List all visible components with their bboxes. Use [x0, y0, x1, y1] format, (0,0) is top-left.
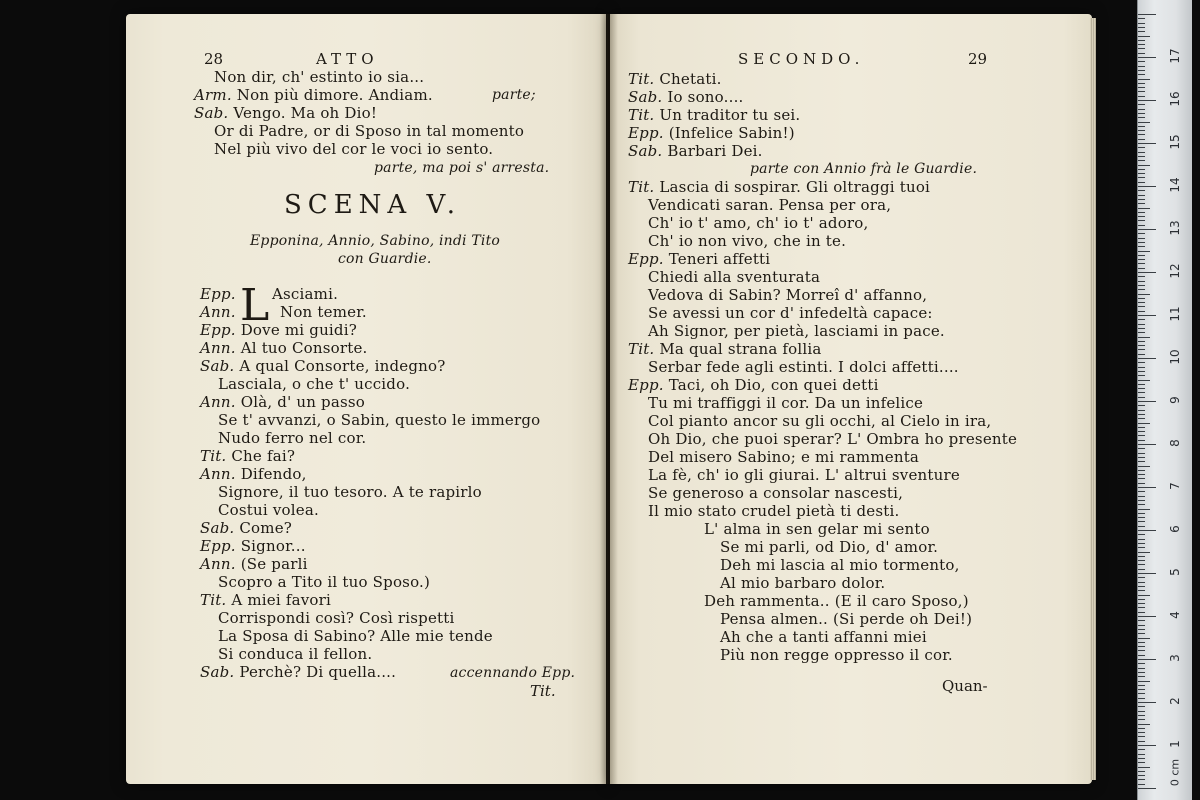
aria-line: Ah che a tanti affanni miei: [720, 628, 927, 646]
ruler-tick: [1138, 259, 1145, 260]
ruler-tick: [1138, 689, 1145, 690]
ruler-tick: [1138, 736, 1145, 737]
dialogue-line: Oh Dio, che puoi sperar? L' Ombra ho presente: [648, 430, 1018, 448]
ruler-tick: [1138, 539, 1145, 540]
ruler-tick: [1138, 779, 1145, 780]
dialogue-line: Sab. A qual Consorte, indegno?: [200, 357, 446, 375]
dialogue-line: Scopro a Tito il tuo Sposo.): [218, 573, 431, 591]
ruler-tick: [1138, 487, 1156, 488]
ruler-label: 12: [1168, 263, 1182, 279]
ruler-tick: [1138, 104, 1145, 105]
ruler-label: 5: [1168, 568, 1182, 576]
ruler-tick: [1138, 607, 1145, 608]
ruler-tick: [1138, 229, 1156, 230]
dialogue-line: Ann. Difendo,: [200, 465, 307, 483]
ruler-tick: [1138, 216, 1145, 217]
ruler-label: 11: [1168, 306, 1182, 322]
ruler-tick: [1138, 156, 1145, 157]
dialogue-line: Si conduca il fellon.: [218, 645, 373, 663]
dialogue-line: Vedova di Sabin? Morreî d' affanno,: [648, 286, 928, 304]
text-line: Nel più vivo del cor le voci io sento.: [214, 140, 494, 158]
dialogue-line: Tit. Un traditor tu sei.: [628, 106, 801, 124]
ruler-tick: [1138, 354, 1145, 355]
ruler-tick: [1138, 109, 1145, 110]
ruler-tick: [1138, 349, 1145, 350]
ruler-tick: [1138, 741, 1145, 742]
dialogue-line: Costui volea.: [218, 501, 319, 519]
ruler-tick: [1138, 509, 1150, 510]
ruler-tick: [1138, 711, 1145, 712]
dialogue-line: Sab. Come?: [200, 519, 293, 537]
ruler-tick: [1138, 706, 1145, 707]
stage-direction: parte;: [492, 87, 536, 103]
ruler-tick: [1138, 302, 1145, 303]
ruler-tick: [1138, 457, 1145, 458]
ruler-tick: [1138, 444, 1156, 445]
ruler-tick: [1138, 702, 1156, 703]
ruler-tick: [1138, 173, 1145, 174]
catchword-left: Tit.: [530, 682, 556, 700]
ruler-tick: [1138, 590, 1145, 591]
drop-cap: L: [240, 280, 270, 331]
text-line: Sab. Vengo. Ma oh Dio!: [194, 104, 378, 122]
ruler-tick: [1138, 758, 1145, 759]
ruler-tick: [1138, 784, 1145, 785]
ruler-tick: [1138, 620, 1145, 621]
dialogue-line: Nudo ferro nel cor.: [218, 429, 367, 447]
ruler-tick: [1138, 401, 1156, 402]
ruler-tick: [1138, 612, 1145, 613]
dialogue-line: Epp. Dove mi guidi?: [200, 321, 357, 339]
ruler-tick: [1138, 139, 1145, 140]
measuring-ruler: [1137, 0, 1192, 800]
ruler-tick: [1138, 358, 1156, 359]
dialogue-line: Non temer.: [280, 303, 367, 321]
ruler-tick: [1138, 113, 1145, 114]
ruler-tick: [1138, 405, 1145, 406]
ruler-tick: [1138, 633, 1145, 634]
ruler-tick: [1138, 337, 1150, 338]
ruler-label: 10: [1168, 349, 1182, 365]
ruler-tick: [1138, 698, 1145, 699]
right-page: [610, 14, 1092, 784]
ruler-tick: [1138, 375, 1145, 376]
left-page: [126, 14, 606, 784]
aria-line: Deh mi lascia al mio tormento,: [720, 556, 960, 574]
dialogue-line: Tit. Lascia di sospirar. Gli oltraggi tuoi: [628, 178, 931, 196]
ruler-tick: [1138, 362, 1145, 363]
ruler-tick: [1138, 36, 1150, 37]
ruler-tick: [1138, 569, 1145, 570]
dialogue-line: Epp. Teneri affetti: [628, 250, 771, 268]
ruler-label: 1: [1168, 740, 1182, 748]
ruler-tick: [1138, 526, 1145, 527]
dialogue-line: Tu mi traffiggi il cor. Da un infelice: [648, 394, 924, 412]
ruler-label: 13: [1168, 220, 1182, 236]
ruler-tick: [1138, 638, 1150, 639]
ruler-label: 2: [1168, 697, 1182, 705]
ruler-tick: [1138, 177, 1145, 178]
ruler-tick: [1138, 418, 1145, 419]
ruler-tick: [1138, 392, 1145, 393]
ruler-tick: [1138, 500, 1145, 501]
ruler-tick: [1138, 556, 1145, 557]
ruler-tick: [1138, 534, 1145, 535]
ruler-tick: [1138, 143, 1156, 144]
ruler-tick: [1138, 367, 1145, 368]
page-number-right: 29: [968, 50, 988, 68]
ruler-tick: [1138, 431, 1145, 432]
character-list: con Guardie.: [338, 251, 432, 267]
ruler-label: 14: [1168, 177, 1182, 193]
ruler-tick: [1138, 397, 1145, 398]
ruler-tick: [1138, 650, 1145, 651]
ruler-tick: [1138, 461, 1145, 462]
ruler-tick: [1138, 564, 1145, 565]
ruler-tick: [1138, 117, 1145, 118]
ruler-tick: [1138, 96, 1145, 97]
ruler-label: 7: [1168, 482, 1182, 490]
dialogue-line: Epp.: [200, 285, 236, 303]
ruler-tick: [1138, 491, 1145, 492]
book-gutter: [600, 14, 618, 784]
dialogue-line: Sab. Barbari Dei.: [628, 142, 763, 160]
ruler-label: 17: [1168, 48, 1182, 64]
ruler-tick: [1138, 57, 1156, 58]
ruler-tick: [1138, 203, 1145, 204]
aria-line: Se mi parli, od Dio, d' amor.: [720, 538, 939, 556]
ruler-tick: [1138, 212, 1145, 213]
ruler-tick: [1138, 483, 1145, 484]
ruler-unit-label: 0 cm: [1168, 758, 1182, 787]
dialogue-line: Ah Signor, per pietà, lasciami in pace.: [648, 322, 945, 340]
ruler-tick: [1138, 169, 1145, 170]
ruler-tick: [1138, 289, 1145, 290]
ruler-tick: [1138, 298, 1145, 299]
ruler-label: 16: [1168, 91, 1182, 107]
ruler-tick: [1138, 285, 1145, 286]
aria-line: Deh rammenta.. (E il caro Sposo,): [704, 592, 969, 610]
ruler-tick: [1138, 122, 1150, 123]
dialogue-line: Epp. Taci, oh Dio, con quei detti: [628, 376, 879, 394]
ruler-tick: [1138, 749, 1145, 750]
ruler-label: 4: [1168, 611, 1182, 619]
dialogue-line: Del misero Sabino; e mi rammenta: [648, 448, 920, 466]
ruler-tick: [1138, 435, 1145, 436]
dialogue-line: Lasciala, o che t' uccido.: [218, 375, 411, 393]
ruler-tick: [1138, 547, 1145, 548]
aria-line: Al mio barbaro dolor.: [720, 574, 886, 592]
ruler-tick: [1138, 745, 1156, 746]
ruler-tick: [1138, 625, 1145, 626]
ruler-label: 6: [1168, 525, 1182, 533]
running-head-right: SECONDO.: [738, 50, 865, 68]
ruler-tick: [1138, 14, 1156, 15]
dialogue-line: Epp. (Infelice Sabin!): [628, 124, 795, 142]
ruler-tick: [1138, 724, 1150, 725]
ruler-tick: [1138, 18, 1145, 19]
ruler-tick: [1138, 448, 1145, 449]
ruler-tick: [1138, 147, 1145, 148]
ruler-tick: [1138, 384, 1145, 385]
ruler-tick: [1138, 754, 1145, 755]
ruler-tick: [1138, 345, 1145, 346]
ruler-label: 3: [1168, 654, 1182, 662]
ruler-tick: [1138, 573, 1156, 574]
ruler-tick: [1138, 629, 1145, 630]
ruler-tick: [1138, 186, 1156, 187]
ruler-tick: [1138, 543, 1145, 544]
ruler-tick: [1138, 246, 1145, 247]
ruler-tick: [1138, 328, 1145, 329]
ruler-tick: [1138, 195, 1145, 196]
dialogue-line: Se t' avvanzi, o Sabin, questo le immergo: [218, 411, 541, 429]
ruler-tick: [1138, 281, 1145, 282]
ruler-tick: [1138, 577, 1145, 578]
ruler-tick: [1138, 152, 1145, 153]
ruler-tick: [1138, 775, 1145, 776]
ruler-tick: [1138, 306, 1145, 307]
dialogue-line: La Sposa di Sabino? Alle mie tende: [218, 627, 493, 645]
ruler-tick: [1138, 659, 1156, 660]
ruler-tick: [1138, 586, 1145, 587]
ruler-tick: [1138, 655, 1145, 656]
ruler-tick: [1138, 263, 1145, 264]
dialogue-line: Ann. (Se parli: [200, 555, 308, 573]
ruler-tick: [1138, 719, 1145, 720]
ruler-tick: [1138, 771, 1145, 772]
ruler-tick: [1138, 517, 1145, 518]
ruler-tick: [1138, 732, 1145, 733]
ruler-tick: [1138, 190, 1145, 191]
ruler-tick: [1138, 40, 1145, 41]
ruler-tick: [1138, 238, 1145, 239]
ruler-tick: [1138, 251, 1150, 252]
dialogue-line: Sab. Perchè? Di quella....: [200, 663, 397, 681]
ruler-tick: [1138, 332, 1145, 333]
dialogue-line: Se avessi un cor d' infedeltà capace:: [648, 304, 933, 322]
ruler-tick: [1138, 470, 1145, 471]
ruler-tick: [1138, 311, 1145, 312]
text-line: Non dir, ch' estinto io sia...: [214, 68, 425, 86]
ruler-tick: [1138, 762, 1145, 763]
ruler-tick: [1138, 663, 1145, 664]
text-line: Arm. Non più dimore. Andiam.: [194, 86, 433, 104]
ruler-tick: [1138, 423, 1150, 424]
dialogue-line: Signore, il tuo tesoro. A te rapirlo: [218, 483, 482, 501]
ruler-tick: [1138, 478, 1145, 479]
ruler-tick: [1138, 272, 1156, 273]
ruler-tick: [1138, 319, 1145, 320]
ruler-tick: [1138, 61, 1145, 62]
ruler-tick: [1138, 66, 1145, 67]
ruler-tick: [1138, 53, 1145, 54]
ruler-tick: [1138, 268, 1145, 269]
ruler-tick: [1138, 380, 1150, 381]
dialogue-line: Corrispondi così? Così rispetti: [218, 609, 455, 627]
ruler-tick: [1138, 225, 1145, 226]
ruler-tick: [1138, 341, 1145, 342]
ruler-tick: [1138, 388, 1145, 389]
ruler-tick: [1138, 220, 1145, 221]
ruler-tick: [1138, 466, 1150, 467]
ruler-tick: [1138, 410, 1145, 411]
aria-line: Più non regge oppresso il cor.: [720, 646, 953, 664]
dialogue-line: Vendicati saran. Pensa per ora,: [648, 196, 892, 214]
ruler-tick: [1138, 603, 1145, 604]
dialogue-line: Tit. Chetati.: [628, 70, 722, 88]
ruler-tick: [1138, 324, 1145, 325]
dialogue-line: Sab. Io sono....: [628, 88, 744, 106]
ruler-tick: [1138, 693, 1145, 694]
dialogue-line: Tit. Ma qual strana follia: [628, 340, 822, 358]
dialogue-line: Ann. Al tuo Consorte.: [200, 339, 368, 357]
text-line: Or di Padre, or di Sposo in tal momento: [214, 122, 525, 140]
ruler-tick: [1138, 165, 1150, 166]
ruler-tick: [1138, 70, 1145, 71]
ruler-tick: [1138, 642, 1145, 643]
ruler-tick: [1138, 560, 1145, 561]
ruler-tick: [1138, 582, 1145, 583]
ruler-tick: [1138, 91, 1145, 92]
ruler-tick: [1138, 233, 1145, 234]
ruler-tick: [1138, 100, 1156, 101]
ruler-tick: [1138, 595, 1150, 596]
aria-line: Pensa almen.. (Si perde oh Dei!): [720, 610, 973, 628]
ruler-tick: [1138, 294, 1150, 295]
ruler-tick: [1138, 83, 1145, 84]
ruler-tick: [1138, 208, 1150, 209]
ruler-tick: [1138, 767, 1150, 768]
dialogue-line: Serbar fede agli estinti. I dolci affetti....: [648, 358, 959, 376]
ruler-tick: [1138, 31, 1145, 32]
ruler-tick: [1138, 126, 1145, 127]
ruler-tick: [1138, 685, 1145, 686]
catchword-right: Quan-: [942, 677, 988, 695]
ruler-tick: [1138, 672, 1145, 673]
ruler-label: 9: [1168, 396, 1182, 404]
ruler-label: 8: [1168, 439, 1182, 447]
ruler-tick: [1138, 427, 1145, 428]
dialogue-line: Tit. A miei favori: [200, 591, 332, 609]
page-number-left: 28: [204, 50, 224, 68]
ruler-tick: [1138, 552, 1150, 553]
ruler-tick: [1138, 599, 1145, 600]
ruler-tick: [1138, 87, 1145, 88]
dialogue-line: Se generoso a consolar nascesti,: [648, 484, 904, 502]
ruler-tick: [1138, 74, 1145, 75]
ruler-tick: [1138, 668, 1145, 669]
aria-line: L' alma in sen gelar mi sento: [704, 520, 930, 538]
stage-direction: parte con Annio frà le Guardie.: [750, 161, 978, 177]
ruler-tick: [1138, 160, 1145, 161]
stage-direction: accennando Epp.: [450, 665, 576, 681]
dialogue-line: Asciami.: [272, 285, 339, 303]
ruler-tick: [1138, 715, 1145, 716]
dialogue-line: Chiedi alla sventurata: [648, 268, 821, 286]
ruler-tick: [1138, 496, 1145, 497]
ruler-tick: [1138, 521, 1145, 522]
dialogue-line: Col pianto ancor su gli occhi, al Cielo in ira,: [648, 412, 992, 430]
ruler-tick: [1138, 276, 1145, 277]
ruler-tick: [1138, 315, 1156, 316]
ruler-tick: [1138, 616, 1156, 617]
dialogue-line: Tit. Che fai?: [200, 447, 296, 465]
character-list: Epponina, Annio, Sabino, indi Tito: [250, 233, 501, 249]
ruler-tick: [1138, 474, 1145, 475]
ruler-tick: [1138, 371, 1145, 372]
ruler-tick: [1138, 440, 1145, 441]
ruler-tick: [1138, 199, 1145, 200]
ruler-tick: [1138, 182, 1145, 183]
ruler-tick: [1138, 255, 1145, 256]
ruler-tick: [1138, 23, 1145, 24]
ruler-tick: [1138, 788, 1156, 789]
dialogue-line: Ann.: [200, 303, 236, 321]
ruler-tick: [1138, 27, 1145, 28]
ruler-tick: [1138, 530, 1156, 531]
running-head-left: ATTO: [316, 50, 379, 68]
page-edges: [1090, 18, 1096, 780]
ruler-tick: [1138, 134, 1145, 135]
dialogue-line: Epp. Signor...: [200, 537, 306, 555]
ruler-tick: [1138, 676, 1145, 677]
ruler-tick: [1138, 44, 1145, 45]
ruler-tick: [1138, 242, 1145, 243]
ruler-tick: [1138, 130, 1145, 131]
dialogue-line: Ch' io t' amo, ch' io t' adoro,: [648, 214, 869, 232]
ruler-label: 15: [1168, 134, 1182, 150]
ruler-tick: [1138, 646, 1145, 647]
dialogue-line: Ann. Olà, d' un passo: [200, 393, 366, 411]
dialogue-line: Ch' io non vivo, che in te.: [648, 232, 847, 250]
dialogue-line: La fè, ch' io gli giurai. L' altrui sventure: [648, 466, 960, 484]
ruler-tick: [1138, 504, 1145, 505]
ruler-tick: [1138, 414, 1145, 415]
open-book: [126, 14, 1092, 784]
ruler-tick: [1138, 728, 1145, 729]
dialogue-line: Il mio stato crudel pietà ti desti.: [648, 502, 900, 520]
ruler-tick: [1138, 48, 1145, 49]
ruler-tick: [1138, 79, 1150, 80]
ruler-tick: [1138, 681, 1150, 682]
ruler-tick: [1138, 453, 1145, 454]
scene-title: SCENA V.: [284, 190, 461, 220]
stage-direction: parte, ma poi s' arresta.: [374, 160, 550, 176]
ruler-tick: [1138, 513, 1145, 514]
